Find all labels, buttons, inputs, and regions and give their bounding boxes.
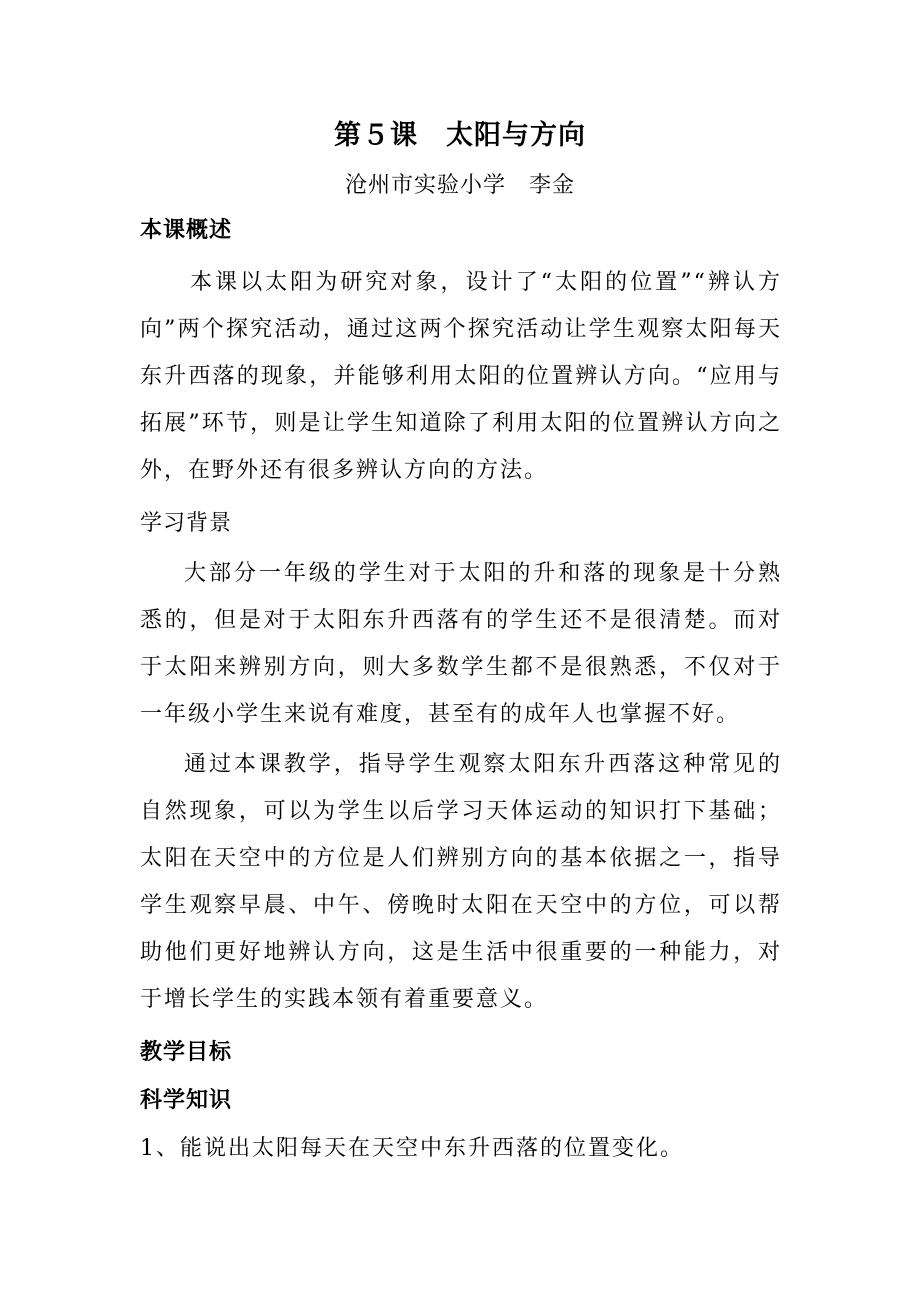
knowledge-heading: 科学知识 — [140, 1087, 233, 1113]
background-paragraph-2: 通过本课教学，指导学生观察太阳东升西落这种常见的自然现象，可以为学生以后学习天体运动的知识打下基础；太阳在天空中的方位是人们辨别方向的基本依据之一，指导学生观察早晨、中午、傍晚时太阳在天空中的方位，可以帮助他们更好地辨认方向，这是生活中很重要的一种能力，对于增长学生的实践本领有着重要意义。 — [140, 752, 782, 1012]
overview-paragraph: 本课以太阳为研究对象，设计了“太阳的位置”“辨认方向”两个探究活动，通过这两个探究活动让学生观察太阳每天东升西落的现象，并能够利用太阳的位置辨认方向。“应用与拓展”环节，则是让学生知道除了利用太阳的位置辨认方向之外，在野外还有很多辨认方向的方法。 — [140, 270, 782, 483]
author-line: 沧州市实验小学 李金 — [344, 173, 575, 198]
background-paragraph-1: 大部分一年级的学生对于太阳的升和落的现象是十分熟悉的，但是对于太阳东升西落有的学生还不是很清楚。而对于太阳来辨别方向，则大多数学生都不是很熟悉，不仅对于一年级小学生来说有难度，甚至有的成年人也掌握不好。 — [140, 561, 782, 727]
lesson-title: 第５课 太阳与方向 — [334, 120, 586, 151]
overview-heading: 本课概述 — [140, 217, 233, 243]
background-heading: 学习背景 — [140, 511, 233, 536]
list-item: 1、能说出太阳每天在天空中东升西落的位置变化。 — [140, 1136, 684, 1161]
goals-heading: 教学目标 — [140, 1039, 233, 1065]
